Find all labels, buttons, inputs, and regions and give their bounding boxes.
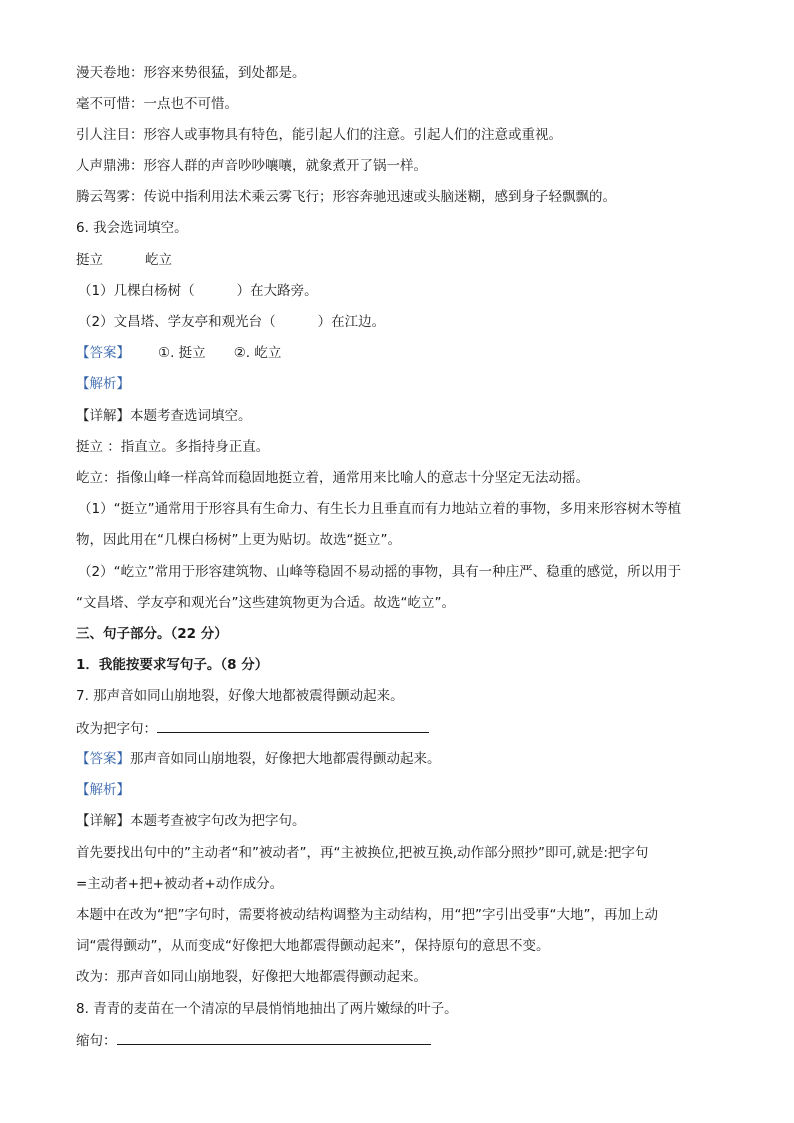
question-6-title: 6. 我会选词填空。 — [76, 220, 188, 236]
definition-line: 腾云驾雾：传说中指利用法术乘云雾飞行；形容奔驰迅速或头脑迷糊，感到身子轻飘飘的。 — [76, 189, 616, 205]
definition-line: 人声鼎沸：形容人群的声音吵吵嚷嚷，就象煮开了锅一样。 — [76, 158, 427, 174]
word-choice-2: 屹立 — [145, 252, 172, 268]
definition-tingli: 挺立 ：指直立。多指持身正直。 — [76, 439, 270, 455]
explanation-line: 物，因此用在“几棵白杨树”上更为贴切。故选“挺立”。 — [76, 532, 401, 548]
item-2-text: （2）文昌塔、学友亭和观光台（ — [78, 314, 276, 330]
explanation-line: 本题中在改为“把”字句时，需要将被动结构调整为主动结构，用“把”字引出受事“大地”，再加上动 — [76, 907, 658, 923]
explanation-line: 首先要找出句中的”主动者“和”被动者”，再“主被换位,把被互换,动作部分照抄”即可,就是:把字句 — [76, 845, 649, 861]
prompt-label: 改为把字句： — [76, 721, 157, 737]
question-6-item-1 — [78, 281, 728, 301]
answer-option-2: ②. 屹立 — [233, 345, 282, 361]
final-answer: 改为：那声音如同山崩地裂，好像把大地都震得颤动起来。 — [76, 969, 427, 985]
explanation-line: “文昌塔、学友亭和观光台”这些建筑物更为合适。故选“屹立”。 — [76, 595, 455, 611]
detail-line: 【详解】本题考查选词填空。 — [76, 408, 252, 424]
definition-line: 毫不可惜：一点也不可惜。 — [76, 96, 238, 112]
question-6-item-2 — [78, 312, 728, 332]
question-7-prompt — [76, 718, 726, 739]
definition-line: 引人注目：形容人或事物具有特色，能引起人们的注意。引起人们的注意或重视。 — [76, 127, 562, 143]
answer-text: 那声音如同山崩地裂，好像把大地都震得颤动起来。 — [130, 751, 441, 767]
detail-line: 【详解】本题考查被字句改为把字句。 — [76, 813, 306, 829]
explanation-line: =主动者+把+被动者+动作成分。 — [76, 876, 284, 892]
item-2-text-end: ）在江边。 — [317, 314, 386, 330]
answer-tag: 【答案】 — [76, 345, 130, 361]
question-8-prompt — [76, 1030, 726, 1051]
section-heading: 三、句子部分。（22 分） — [76, 626, 228, 642]
definition-line: 漫天卷地：形容来势很猛，到处都是。 — [76, 65, 306, 81]
subsection-heading: 1．我能按要求写句子。（8 分） — [76, 657, 269, 673]
question-7-sentence: 7. 那声音如同山崩地裂，好像大地都被震得颤动起来。 — [76, 688, 404, 704]
explanation-line: 词“震得颤动”，从而变成“好像把大地都震得颤动起来”，保持原句的意思不变。 — [76, 938, 550, 954]
definition-yili: 屹立：指像山峰一样高耸而稳固地挺立着，通常用来比喻人的意志十分坚定无法动摇。 — [76, 470, 589, 486]
word-choices — [76, 250, 726, 270]
explanation-line: （1）“挺立”通常用于形容具有生命力、有生长力且垂直而有力地站立着的事物，多用来形容树木等植 — [78, 501, 682, 517]
answer-line — [157, 718, 429, 733]
question-6-answer — [76, 343, 726, 363]
answer-option-1: ①. 挺立 — [158, 345, 206, 361]
word-choice-1: 挺立 — [76, 252, 103, 268]
analysis-tag: 【解析】 — [76, 782, 130, 798]
item-1-text: （1）几棵白杨树（ — [78, 283, 195, 299]
question-7-answer — [76, 749, 726, 769]
answer-line — [117, 1030, 431, 1045]
analysis-tag: 【解析】 — [76, 376, 130, 392]
explanation-line: （2）“屹立”常用于形容建筑物、山峰等稳固不易动摇的事物，具有一种庄严、稳重的感觉，所以用于 — [78, 564, 682, 580]
question-8-sentence: 8. 青青的麦苗在一个清凉的早晨悄悄地抽出了两片嫩绿的叶子。 — [76, 1001, 458, 1017]
answer-tag: 【答案】 — [76, 751, 130, 767]
prompt-label: 缩句： — [76, 1033, 117, 1049]
item-1-text-end: ）在大路旁。 — [236, 283, 318, 299]
